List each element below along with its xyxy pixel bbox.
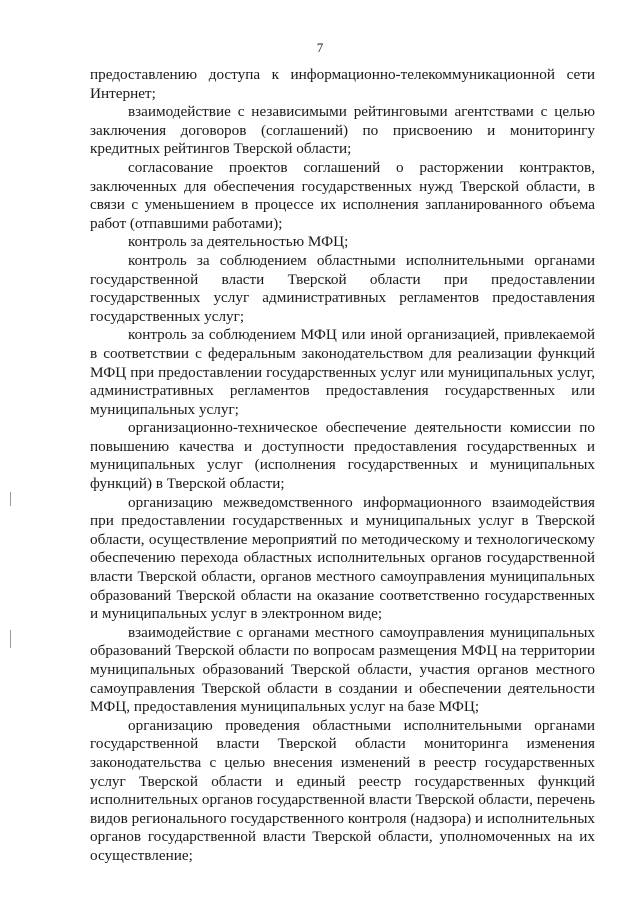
document-body [90, 66, 595, 866]
paragraph: предоставлению доступа к информационно-телекоммуникационной сети Интернет; [90, 66, 595, 102]
paragraph: контроль за соблюдением МФЦ или иной организацией, привлекаемой в соответствии с федеральным законодательством для реализации функций МФЦ при предоставлении государственных услуг или муниципальных услуг, административных регламентов предоставления государственных или муниципальных услуг; [90, 326, 595, 418]
paragraph: согласование проектов соглашений о расторжении контрактов, заключенных для обеспечения государственных нужд Тверской области, в связи с уменьшением в процессе их исполнения запланированного объема работ (отпавшими работами); [90, 158, 595, 232]
page-number: 7 [316, 40, 324, 55]
paragraph: взаимодействие с органами местного самоуправления муниципальных образований Тверской области по вопросам размещения МФЦ на территории муниципальных образований Тверской области, участия органов местного самоуправления Тверской области в создании и обеспечении деятельности МФЦ, предоставления муниципальных услуг на базе МФЦ; [90, 623, 595, 716]
paragraph: организацию проведения областными исполнительными органами государственной власти Тверской области мониторинга изменения законодательства с целью внесения изменений в реестр государственных услуг Тверской области и единый реестр государственных функций исполнительных органов государственной власти Тверской области, перечень видов регионального государственного контроля (надзора) и исполнительных органов государственной власти Тверской области, уполномоченных на их осуществление; [90, 716, 595, 864]
paragraph: контроль за деятельностью МФЦ; [128, 233, 349, 251]
scan-margin-mark [10, 630, 11, 648]
scan-margin-mark [10, 492, 11, 506]
paragraph: взаимодействие с независимыми рейтинговыми агентствами с целью заключения договоров (соглашений) по присвоению и мониторингу кредитных рейтингов Тверской области; [90, 103, 595, 158]
paragraph: организационно-техническое обеспечение деятельности комиссии по повышению качества и доступности предоставления государственных и муниципальных услуг (исполнения государственных и муниципальных функций) в Тверской области; [90, 419, 595, 493]
paragraph: организацию межведомственного информационного взаимодействия при предоставлении государственных и муниципальных услуг в Тверской области, осуществление мероприятий по методическому и технологическому обеспечению перехода областных исполнительных органов государственной власти Тверской области, органов местного самоуправления муниципальных образований Тверской области на оказание соответственно государственных и муниципальных услуг в электронном виде; [90, 493, 595, 623]
paragraph: контроль за соблюдением областными исполнительными органами государственной власти Тверской области при предоставлении государственных услуг административных регламентов предоставления государственных услуг; [90, 251, 595, 325]
